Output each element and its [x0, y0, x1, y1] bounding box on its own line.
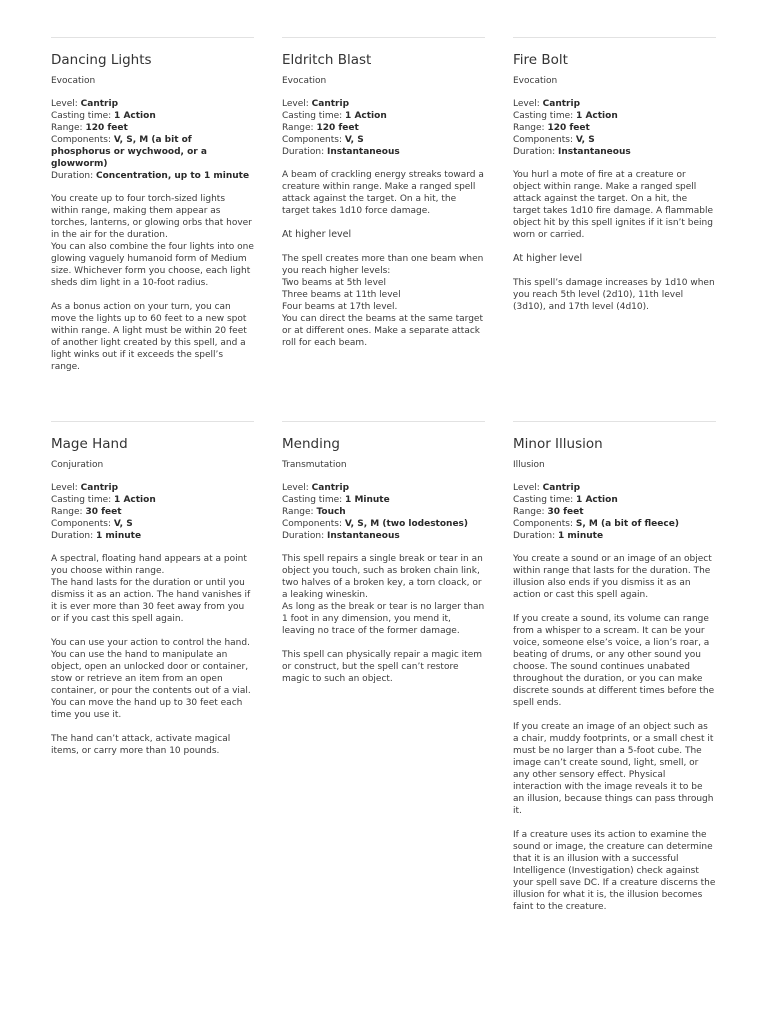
- stat-duration: Duration: 1 minute: [513, 531, 604, 541]
- stat-level: Level: Cantrip: [282, 483, 350, 493]
- spell-name: Eldritch Blast: [282, 52, 372, 68]
- higher-level-heading: At higher level: [513, 253, 583, 264]
- stat-level: Level: Cantrip: [513, 99, 581, 109]
- spell-stats: [513, 482, 716, 542]
- spell-stats: [282, 482, 485, 542]
- spell-description: [282, 553, 485, 685]
- higher-level-line: This spell’s damage increases by 1d10 when you reach 5th level (2d10), 11th level (3d10), and 17th level (4d10).: [513, 278, 715, 312]
- spell-school: Evocation: [282, 76, 327, 86]
- spell-name: Mage Hand: [51, 436, 128, 452]
- stat-level: Level: Cantrip: [282, 99, 350, 109]
- spell-name: Fire Bolt: [513, 52, 568, 68]
- description-paragraph: As long as the break or tear is no larger than 1 foot in any dimension, you mend it, leaving no trace of the former damage.: [282, 602, 485, 636]
- description-paragraph: You can use your action to control the hand. You can use the hand to manipulate an object, open an unlocked door or container, stow or retrieve an item from an open container, or pour the contents out of a vial. You can move the hand up to 30 feet each time you use it.: [51, 638, 251, 720]
- spell-card-minor-illusion: [513, 421, 716, 925]
- spell-school: Illusion: [513, 460, 545, 470]
- spell-description: [282, 169, 485, 349]
- stat-casting-time: Casting time: 1 Action: [51, 111, 156, 121]
- stat-components: Components: S, M (a bit of fleece): [513, 519, 679, 529]
- description-paragraph: The hand can’t attack, activate magical items, or carry more than 10 pounds.: [51, 734, 231, 756]
- spell-name: Dancing Lights: [51, 52, 152, 68]
- stat-casting-time: Casting time: 1 Action: [282, 111, 387, 121]
- spell-school: Conjuration: [51, 460, 104, 470]
- spell-card-fire-bolt: [513, 37, 716, 313]
- description-paragraph: You can also combine the four lights into one glowing vaguely humanoid form of Medium size. Whichever form you choose, each light sheds dim light in a 10-foot radius.: [51, 242, 254, 288]
- spell-description: [51, 193, 254, 373]
- higher-level-line: Four beams at 17th level.: [282, 302, 398, 312]
- spell-card-dancing-lights: [51, 37, 254, 385]
- higher-level-line: The spell creates more than one beam when you reach higher levels:: [282, 254, 484, 276]
- stat-casting-time: Casting time: 1 Action: [513, 495, 618, 505]
- stat-duration: Duration: Instantaneous: [282, 531, 400, 541]
- spell-description: [513, 553, 716, 913]
- spell-stats: [51, 482, 254, 542]
- description-paragraph: A spectral, floating hand appears at a point you choose within range.: [51, 554, 247, 576]
- spell-description: [513, 169, 716, 313]
- higher-level-line: You can direct the beams at the same target or at different ones. Make a separate attack roll for each beam.: [282, 314, 483, 348]
- spell-school: Transmutation: [282, 460, 347, 470]
- spell-name: Minor Illusion: [513, 436, 603, 452]
- stat-range: Range: Touch: [282, 507, 346, 517]
- higher-level-line: Three beams at 11th level: [282, 290, 401, 300]
- stat-level: Level: Cantrip: [51, 483, 119, 493]
- description-paragraph: This spell repairs a single break or tear in an object you touch, such as broken chain link, two halves of a broken key, a torn cloack, or a leaking wineskin.: [282, 554, 483, 600]
- stat-duration: Duration: Instantaneous: [513, 147, 631, 157]
- spell-stats: [513, 98, 716, 158]
- stat-range: Range: 120 feet: [513, 123, 590, 133]
- stat-range: Range: 30 feet: [513, 507, 584, 517]
- higher-level-line: Two beams at 5th level: [282, 278, 386, 288]
- spell-school: Evocation: [51, 76, 96, 86]
- stat-components: Components: V, S, M (a bit of phosphorus or wychwood, or a glowworm): [51, 135, 207, 169]
- stat-duration: Duration: Concentration, up to 1 minute: [51, 171, 250, 181]
- spell-card-eldritch-blast: [282, 37, 485, 349]
- stat-level: Level: Cantrip: [51, 99, 119, 109]
- stat-casting-time: Casting time: 1 Action: [51, 495, 156, 505]
- stat-casting-time: Casting time: 1 Minute: [282, 495, 390, 505]
- higher-level-heading: At higher level: [282, 229, 352, 240]
- stat-duration: Duration: Instantaneous: [282, 147, 400, 157]
- stat-components: Components: V, S, M (two lodestones): [282, 519, 469, 529]
- stat-range: Range: 30 feet: [51, 507, 122, 517]
- stat-components: Components: V, S: [282, 135, 364, 145]
- description-paragraph: You hurl a mote of fire at a creature or object within range. Make a ranged spell attack against the target. On a hit, the target takes 1d10 fire damage. A flammable object hit by this spell ignites if it isn’t being worn or carried.: [513, 170, 714, 240]
- description-paragraph: This spell can physically repair a magic item or construct, but the spell can’t restore magic to such an object.: [282, 650, 483, 684]
- spell-school: Evocation: [513, 76, 558, 86]
- stat-components: Components: V, S: [513, 135, 595, 145]
- spell-name: Mending: [282, 436, 340, 452]
- description-paragraph: A beam of crackling energy streaks toward a creature within range. Make a ranged spell attack against the target. On a hit, the target takes 1d10 force damage.: [282, 170, 484, 216]
- description-paragraph: The hand lasts for the duration or until you dismiss it as an action. The hand vanishes if it is ever more than 30 feet away from you or if you cast this spell again.: [51, 578, 251, 624]
- description-paragraph: If you create a sound, its volume can range from a whisper to a scream. It can be your voice, someone else’s voice, a lion’s roar, a beating of drums, or any other sound you choose. The sound continues unabated throughout the duration, or you can make discrete sounds at different times before the spell ends.: [513, 614, 715, 708]
- stat-components: Components: V, S: [51, 519, 133, 529]
- description-paragraph: You create a sound or an image of an object within range that lasts for the duration. The illusion also ends if you dismiss it as an action or cast this spell again.: [513, 554, 712, 600]
- spell-card-mending: [282, 421, 485, 697]
- stat-level: Level: Cantrip: [513, 483, 581, 493]
- spell-card-mage-hand: [51, 421, 254, 769]
- stat-casting-time: Casting time: 1 Action: [513, 111, 618, 121]
- description-paragraph: As a bonus action on your turn, you can move the lights up to 60 feet to a new spot within range. A light must be within 20 feet of another light created by this spell, and a light winks out if it exceeds the spell’s range.: [51, 302, 247, 372]
- spell-stats: [282, 98, 485, 158]
- description-paragraph: If a creature uses its action to examine the sound or image, the creature can determine that it is an illusion with a successful Intelligence (Investigation) check against your spell save DC. If a creature discerns the illusion for what it is, the illusion becomes faint to the creature.: [513, 830, 716, 912]
- description-paragraph: You create up to four torch-sized lights within range, making them appear as torches, lanterns, or glowing orbs that hover in the air for the duration.: [51, 194, 252, 240]
- stat-duration: Duration: 1 minute: [51, 531, 142, 541]
- spell-stats: [51, 98, 254, 182]
- spell-description: [51, 553, 254, 757]
- stat-range: Range: 120 feet: [282, 123, 359, 133]
- description-paragraph: If you create an image of an object such as a chair, muddy footprints, or a small chest it must be no larger than a 5-foot cube. The image can’t create sound, light, smell, or any other sensory effect. Physical interaction with the image reveals it to be an illusion, because things can pass through it.: [513, 722, 714, 816]
- stat-range: Range: 120 feet: [51, 123, 128, 133]
